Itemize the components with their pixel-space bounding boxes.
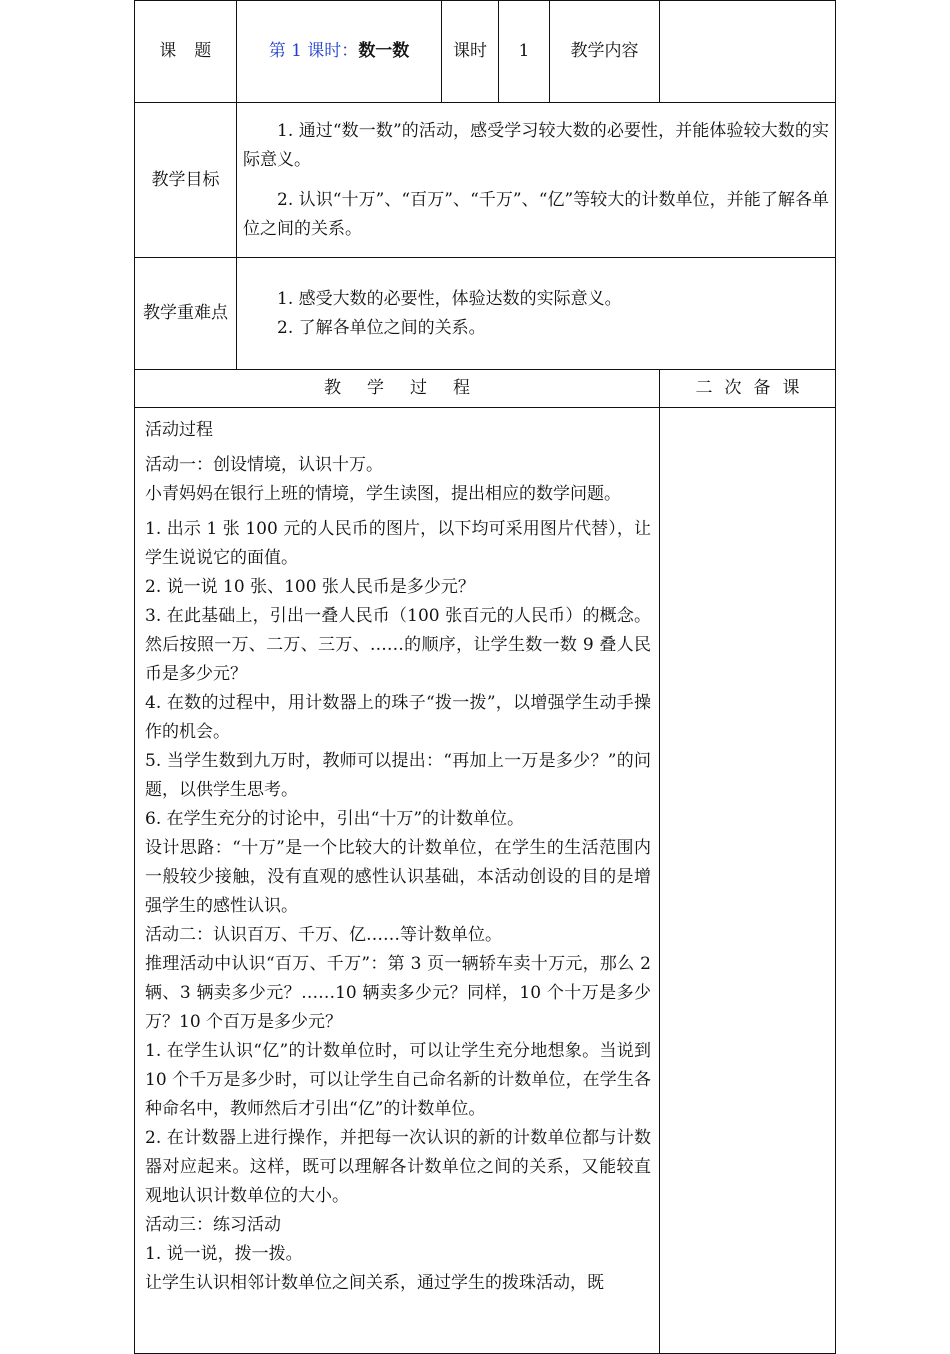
content-value (660, 1, 836, 103)
difficulties-label (135, 258, 237, 370)
difficulties-content (237, 258, 836, 370)
process-line: 活动过程 (145, 420, 213, 440)
process-line: 2. 在计数器上进行操作，并把每一次认识的新的计数单位都与计数器对应起来。这样，既可以理解各计数单位之间的关系，又能较直观地认识计数单位的大小。 (145, 1128, 651, 1206)
process-line: 1. 出示 1 张 100 元的人民币的图片，以下均可采用图片代替），让学生说说它的面值。 (145, 519, 651, 568)
lesson-plan-table (134, 0, 836, 1354)
period-label: 课时 (442, 1, 499, 103)
difficulty-item: 2. 了解各单位之间的关系。 (277, 317, 486, 338)
lesson-title-main: 数一数 (358, 41, 410, 61)
process-line: 让学生认识相邻计数单位之间关系，通过学生的拨珠活动，既 (145, 1273, 604, 1293)
process-line: 5. 当学生数到九万时，教师可以提出：“再加上一万是多少？”的问题，以供学生思考。 (145, 751, 651, 800)
process-line: 活动三：练习活动 (145, 1215, 281, 1235)
process-line: 活动一：创设情境，认识十万。 (145, 455, 383, 475)
side-heading (660, 370, 836, 408)
process-line: 1. 说一说，拨一拨。 (145, 1244, 303, 1264)
goal-item: 1. 通过“数一数”的活动，感受学习较大数的必要性，并能体验较大数的实际意义。 (243, 120, 829, 170)
lesson-title (237, 1, 442, 103)
process-line: 活动二：认识百万、千万、亿……等计数单位。 (145, 925, 502, 945)
difficulty-item: 1. 感受大数的必要性，体验达数的实际意义。 (277, 288, 622, 309)
content-label: 教学内容 (550, 1, 660, 103)
side-heading-text: 二次备课 (695, 378, 812, 398)
lesson-title-prefix: 第 1 课时： (268, 41, 359, 61)
difficulties-label-text: 教学重难点 (143, 303, 228, 323)
process-content (135, 408, 660, 1354)
process-line: 2. 说一说 10 张、100 张人民币是多少元？ (145, 577, 475, 597)
process-line: 6. 在学生充分的讨论中，引出“十万”的计数单位。 (145, 809, 525, 829)
process-heading-row (135, 370, 836, 408)
process-line: 设计思路：“十万”是一个比较大的计数单位，在学生的生活范围内一般较少接触，没有直观的感性认识基础，本活动创设的目的是增强学生的感性认识。 (145, 838, 651, 916)
header-row (135, 1, 836, 103)
difficulties-row (135, 258, 836, 370)
goal-item: 2. 认识“十万”、“百万”、“千万”、“亿”等较大的计数单位，并能了解各单位之间的关系。 (243, 189, 829, 239)
topic-label: 课 题 (135, 1, 237, 103)
goals-content (237, 103, 836, 258)
process-line: 4. 在数的过程中，用计数器上的珠子“拨一拨”，以增强学生动手操作的机会。 (145, 693, 651, 742)
process-line: 1. 在学生认识“亿”的计数单位时，可以让学生充分地想象。当说到 10 个千万是多少时，可以让学生自己命名新的计数单位，在学生各种命名中，教师然后才引出“亿”的计数单位。 (145, 1041, 651, 1119)
process-heading (135, 370, 660, 408)
process-content-row (135, 408, 836, 1354)
process-heading-text: 教学过程 (324, 378, 496, 398)
process-line: 3. 在此基础上，引出一叠人民币（100 张百元的人民币）的概念。然后按照一万、二万、三万、……的顺序，让学生数一数 9 叠人民币是多少元？ (145, 606, 651, 684)
goals-row (135, 103, 836, 258)
second-prep-column (660, 408, 836, 1354)
process-line: 小青妈妈在银行上班的情境，学生读图，提出相应的数学问题。 (145, 484, 621, 504)
period-value: 1 (499, 1, 550, 103)
process-line: 推理活动中认识“百万、千万”：第 3 页一辆轿车卖十万元，那么 2 辆、3 辆卖多少元？……10 辆卖多少元？同样，10 个十万是多少万？10 个百万是多少元？ (145, 954, 651, 1032)
goals-label: 教学目标 (135, 103, 237, 258)
